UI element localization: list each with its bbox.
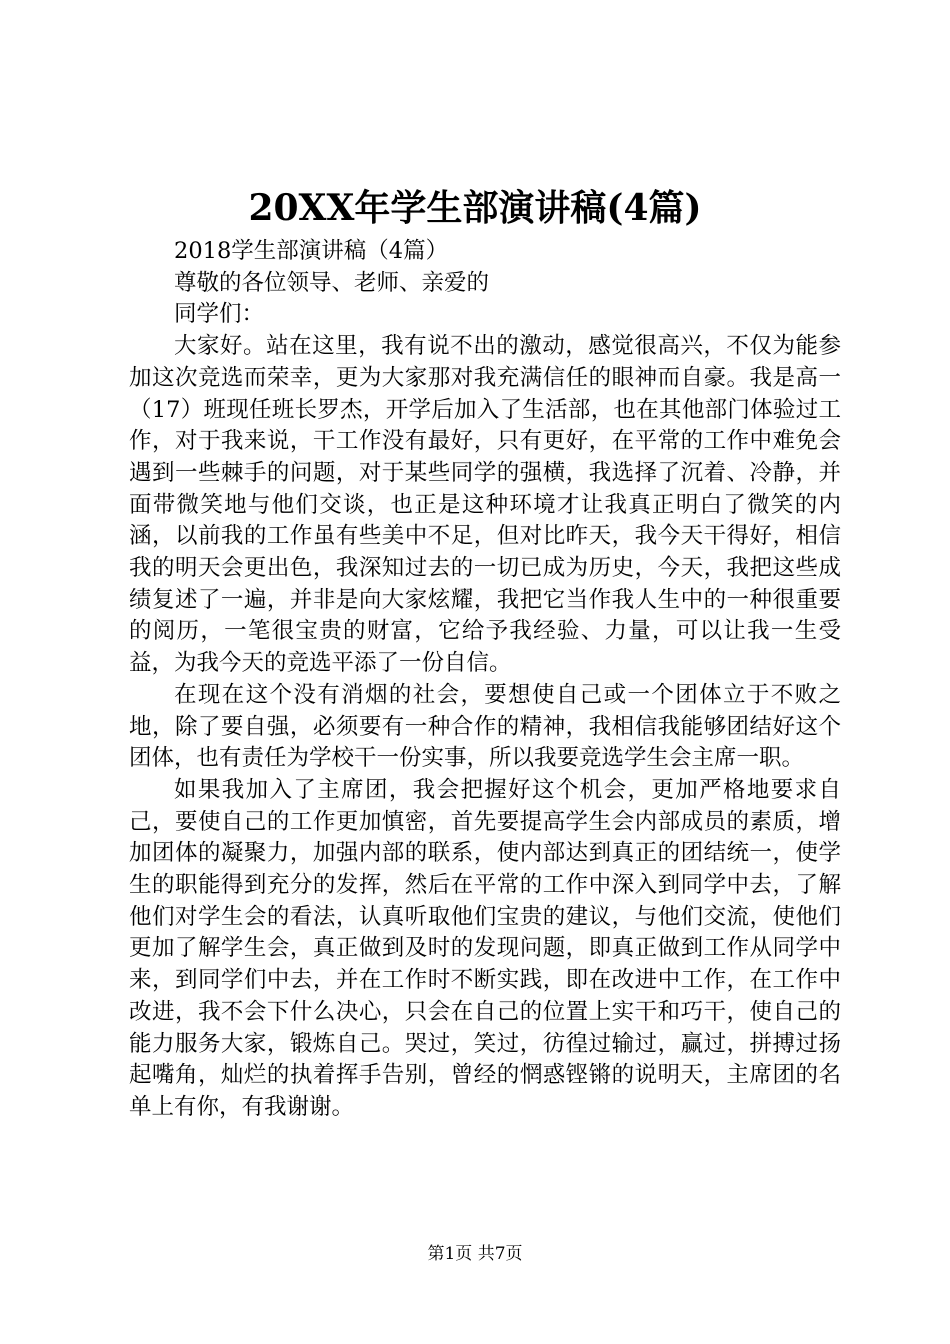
salutation-line-2: 同学们：	[174, 301, 265, 328]
document-subtitle: 2018学生部演讲稿（4篇）	[174, 238, 449, 264]
page-number-footer: 第1页 共7页	[427, 1244, 523, 1264]
paragraph-1: 大家好。站在这里，我有说不出的激动，感觉很高兴，不仅为能参加这次竞选而荣幸，更为大家那对我充满信任的眼神而自豪。我是高一（17）班现任班长罗杰，开学后加入了生活部，也在其他部门体验过工作，对于我来说，干工作没有最好，只有更好，在平常的工作中难免会遇到一些棘手的问题，对于某些同学的强横，我选择了沉着、冷静，并面带微笑地与他们交谈，也正是这种环境才让我真正明白了微笑的内涵，以前我的工作虽有些美中不足，但对比昨天，我今天干得好，相信我的明天会更出色，我深知过去的一切已成为历史，今天，我把这些成绩复述了一遍，并非是向大家炫耀，我把它当作我人生中的一种很重要的阅历，一笔很宝贵的财富，它给予我经验、力量，可以让我一生受益，为我今天的竞选平添了一份自信。	[129, 333, 841, 677]
paragraph-2: 在现在这个没有消烟的社会，要想使自己或一个团体立于不败之地，除了要自强，必须要有一种合作的精神，我相信我能够团结好这个团体，也有责任为学校干一份实事，所以我要竞选学生会主席一职。	[129, 681, 841, 772]
document-title: 20XX年学生部演讲稿(4篇)	[248, 187, 702, 229]
document-body	[129, 236, 841, 1124]
paragraph-3: 如果我加入了主席团，我会把握好这个机会，更加严格地要求自己，要使自己的工作更加慎密，首先要提高学生会内部成员的素质，增加团体的凝聚力，加强内部的联系，使内部达到真正的团结统一，使学生的职能得到充分的发挥，然后在平常的工作中深入到同学中去，了解他们对学生会的看法，认真听取他们宝贵的建议，与他们交流，使他们更加了解学生会，真正做到及时的发现问题，即真正做到工作从同学中来，到同学们中去，并在工作时不断实践，即在改进中工作，在工作中改进，我不会下什么决心，只会在自己的位置上实干和巧干，使自己的能力服务大家，锻炼自己。哭过，笑过，彷徨过输过，赢过，拼搏过扬起嘴角，灿烂的执着挥手告别，曾经的惘惑铿锵的说明天，主席团的名单上有你，有我谢谢。	[129, 776, 841, 1120]
salutation-line-1: 尊敬的各位领导、老师、亲爱的	[174, 269, 490, 296]
